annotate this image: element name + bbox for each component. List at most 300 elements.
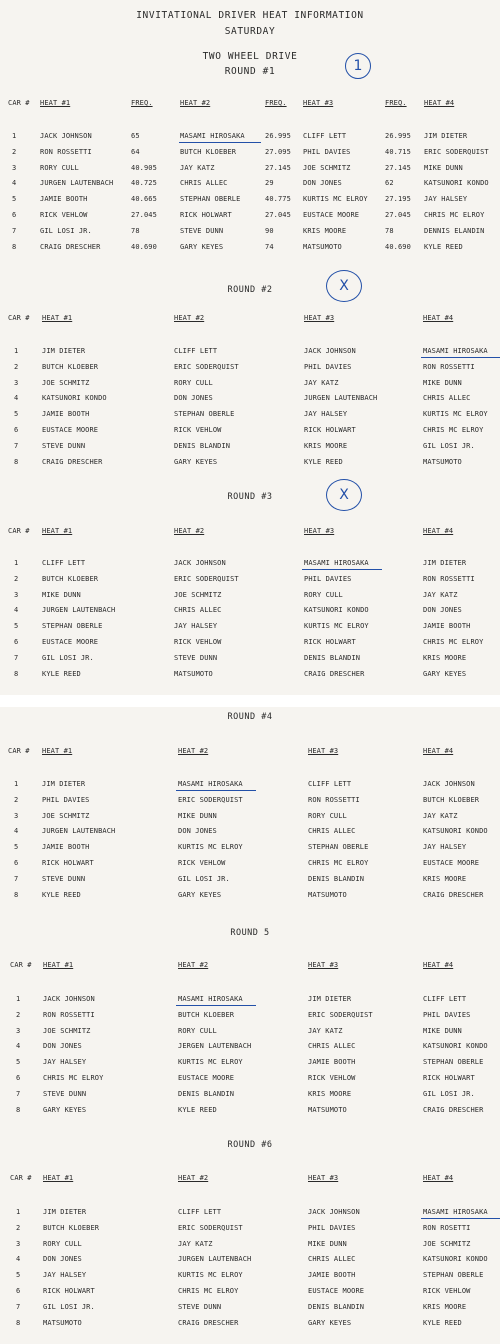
driver-name-cell: JIM DIETER xyxy=(42,780,86,788)
column-header: CAR # xyxy=(8,527,30,535)
column-header: HEAT #3 xyxy=(303,99,334,107)
driver-name-cell: KRIS MOORE xyxy=(304,442,348,450)
car-number: 6 xyxy=(14,426,19,434)
car-number: 1 xyxy=(14,347,19,355)
car-number: 8 xyxy=(12,243,17,251)
driver-name-cell: RICK VEHLOW xyxy=(174,638,222,646)
frequency-cell: 74 xyxy=(265,243,274,251)
column-header: HEAT #4 xyxy=(424,99,455,107)
driver-name-cell: JOE SCHMITZ xyxy=(303,164,351,172)
driver-name-cell: DON JONES xyxy=(174,394,213,402)
driver-name-cell: JOE SCHMITZ xyxy=(42,379,90,387)
driver-name-cell: RICK HOLWART xyxy=(43,1287,95,1295)
column-header: HEAT #4 xyxy=(423,747,454,755)
car-number: 2 xyxy=(14,575,19,583)
driver-name-cell: PHIL DAVIES xyxy=(42,796,90,804)
frequency-cell: 40.775 xyxy=(265,195,291,203)
driver-name-cell: EUSTACE MOORE xyxy=(303,211,360,219)
column-header: FREQ. xyxy=(385,99,407,107)
driver-name-cell: KYLE REED xyxy=(178,1106,217,1114)
car-number: 6 xyxy=(12,211,17,219)
driver-name-cell: MIKE DUNN xyxy=(424,164,463,172)
driver-name-cell: DENIS BLANDIN xyxy=(308,1303,365,1311)
car-number: 5 xyxy=(12,195,17,203)
driver-name-cell: RICK VEHLOW xyxy=(423,1287,471,1295)
driver-name-cell: JOE SCHMITZ xyxy=(43,1027,91,1035)
driver-name-cell: CLIFF LETT xyxy=(174,347,218,355)
driver-name-cell: CRAIG DRESCHER xyxy=(304,670,365,678)
car-number: 3 xyxy=(14,379,19,387)
driver-name-cell: KURTIS MC ELROY xyxy=(178,1271,243,1279)
driver-name-cell: DENIS BLANDIN xyxy=(178,1090,235,1098)
car-number: 7 xyxy=(16,1303,21,1311)
driver-name-cell: BUTCH KLOEBER xyxy=(180,148,237,156)
highlight-underline xyxy=(421,357,500,358)
driver-name-cell: RICK HOLWART xyxy=(423,1074,475,1082)
driver-name-cell: RORY CULL xyxy=(308,812,347,820)
driver-name-cell: JOE SCHMITZ xyxy=(423,1240,471,1248)
round-1-label: ROUND #1 xyxy=(224,66,276,77)
round-label: ROUND #4 xyxy=(227,712,273,722)
column-header: HEAT #2 xyxy=(178,747,209,755)
car-number: 1 xyxy=(16,995,21,1003)
frequency-cell: 27.045 xyxy=(131,211,157,219)
driver-name-cell: JAY HALSEY xyxy=(43,1058,87,1066)
circle-mark-text: 1 xyxy=(353,58,363,74)
driver-name-cell: JAY HALSEY xyxy=(174,622,218,630)
column-header: HEAT #2 xyxy=(174,527,205,535)
car-number: 2 xyxy=(16,1224,21,1232)
column-header: HEAT #1 xyxy=(43,961,74,969)
handwritten-circle-mark xyxy=(345,53,371,79)
driver-name-cell: JAMIE BOOTH xyxy=(42,843,90,851)
driver-name-cell: BUTCH KLOEBER xyxy=(42,575,99,583)
driver-name-cell: STEPHAN OBERLE xyxy=(308,843,369,851)
driver-name-cell: JAY KATZ xyxy=(308,1027,343,1035)
driver-name-cell: STEPHAN OBERLE xyxy=(174,410,235,418)
column-header: HEAT #2 xyxy=(180,99,211,107)
driver-name-cell: CHRIS MC ELROY xyxy=(423,426,484,434)
driver-name-cell: CHRIS MC ELROY xyxy=(308,859,369,867)
driver-name-cell: GARY KEYES xyxy=(178,891,222,899)
driver-name-cell: ERIC SODERQUIST xyxy=(174,575,239,583)
column-header: HEAT #1 xyxy=(42,527,73,535)
driver-name-cell: KURTIS MC ELROY xyxy=(178,1058,243,1066)
driver-name-cell: CLIFF LETT xyxy=(308,780,352,788)
driver-name-cell: JERGEN LAUTENBACH xyxy=(178,1042,252,1050)
driver-name-cell: KRIS MOORE xyxy=(423,875,467,883)
car-number: 5 xyxy=(16,1271,21,1279)
car-number: 1 xyxy=(12,132,17,140)
car-number: 7 xyxy=(12,227,17,235)
driver-name-cell: KURTIS MC ELROY xyxy=(303,195,368,203)
driver-name-cell: GIL LOSI JR. xyxy=(40,227,92,235)
driver-name-cell: GIL LOSI JR. xyxy=(42,654,94,662)
driver-name-cell: MATSUMOTO xyxy=(308,891,347,899)
driver-name-cell: KATSUNORI KONDO xyxy=(42,394,107,402)
column-header: CAR # xyxy=(8,747,30,755)
driver-name-cell: DENIS BLANDIN xyxy=(304,654,361,662)
driver-name-cell: MIKE DUNN xyxy=(178,812,217,820)
driver-name-cell: STEPHAN OBERLE xyxy=(423,1271,484,1279)
driver-name-cell: MASAMI HIROSAKA xyxy=(423,347,488,355)
driver-name-cell: RICK HOLWART xyxy=(304,426,356,434)
driver-name-cell: MASAMI HIROSAKA xyxy=(178,780,243,788)
circle-mark-text: X xyxy=(339,278,349,294)
frequency-cell: 27.195 xyxy=(385,195,411,203)
driver-name-cell: JAMIE BOOTH xyxy=(308,1271,356,1279)
car-number: 4 xyxy=(12,179,17,187)
driver-name-cell: JOE SCHMITZ xyxy=(42,812,90,820)
day-label: SATURDAY xyxy=(224,26,276,37)
frequency-cell: 78 xyxy=(385,227,394,235)
driver-name-cell: JAMIE BOOTH xyxy=(308,1058,356,1066)
driver-name-cell: STEVE DUNN xyxy=(42,875,86,883)
car-number: 2 xyxy=(12,148,17,156)
car-number: 5 xyxy=(16,1058,21,1066)
frequency-cell: 27.095 xyxy=(265,148,291,156)
frequency-cell: 27.145 xyxy=(385,164,411,172)
driver-name-cell: DON JONES xyxy=(303,179,342,187)
frequency-cell: 26.995 xyxy=(265,132,291,140)
driver-name-cell: CHRIS ALLEC xyxy=(308,1255,356,1263)
car-number: 4 xyxy=(14,827,19,835)
car-number: 1 xyxy=(14,780,19,788)
car-number: 7 xyxy=(14,875,19,883)
column-header: HEAT #4 xyxy=(423,1174,454,1182)
driver-name-cell: STEVE DUNN xyxy=(43,1090,87,1098)
driver-name-cell: MIKE DUNN xyxy=(423,379,462,387)
driver-name-cell: JACK JOHNSON xyxy=(40,132,92,140)
car-number: 2 xyxy=(16,1011,21,1019)
highlight-underline xyxy=(176,1005,256,1006)
driver-name-cell: KYLE REED xyxy=(423,1319,462,1327)
driver-name-cell: PHIL DAVIES xyxy=(423,1011,471,1019)
frequency-cell: 40.690 xyxy=(131,243,157,251)
driver-name-cell: EUSTACE MOORE xyxy=(423,859,480,867)
driver-name-cell: JIM DIETER xyxy=(423,559,467,567)
driver-name-cell: STEPHAN OBERLE xyxy=(42,622,103,630)
column-header: CAR # xyxy=(10,961,32,969)
frequency-cell: 40.690 xyxy=(385,243,411,251)
driver-name-cell: KRIS MOORE xyxy=(303,227,347,235)
driver-name-cell: KATSUNORI KONDO xyxy=(423,827,488,835)
driver-name-cell: GIL LOSI JR. xyxy=(423,1090,475,1098)
car-number: 8 xyxy=(16,1319,21,1327)
driver-name-cell: MIKE DUNN xyxy=(308,1240,347,1248)
driver-name-cell: ERIC SODERQUIST xyxy=(174,363,239,371)
driver-name-cell: RICK VEHLOW xyxy=(308,1074,356,1082)
driver-name-cell: MATSUMOTO xyxy=(43,1319,82,1327)
driver-name-cell: MASAMI HIROSAKA xyxy=(423,1208,488,1216)
driver-name-cell: JACK JOHNSON xyxy=(423,780,475,788)
driver-name-cell: EUSTACE MOORE xyxy=(42,638,99,646)
driver-name-cell: ERIC SODERQUIST xyxy=(178,1224,243,1232)
driver-name-cell: GARY KEYES xyxy=(423,670,467,678)
driver-name-cell: GARY KEYES xyxy=(174,458,218,466)
car-number: 7 xyxy=(16,1090,21,1098)
driver-name-cell: RON ROSSETTI xyxy=(423,575,475,583)
driver-name-cell: JAY KATZ xyxy=(423,812,458,820)
driver-name-cell: RORY CULL xyxy=(43,1240,82,1248)
car-number: 8 xyxy=(16,1106,21,1114)
driver-name-cell: DON JONES xyxy=(43,1255,82,1263)
driver-name-cell: CLIFF LETT xyxy=(178,1208,222,1216)
driver-name-cell: JACK JOHNSON xyxy=(43,995,95,1003)
car-number: 5 xyxy=(14,622,19,630)
driver-name-cell: JAY HALSEY xyxy=(304,410,348,418)
frequency-cell: 40.715 xyxy=(385,148,411,156)
driver-name-cell: JAY KATZ xyxy=(178,1240,213,1248)
car-number: 8 xyxy=(14,458,19,466)
column-header: HEAT #1 xyxy=(40,99,71,107)
driver-name-cell: JIM DIETER xyxy=(424,132,468,140)
driver-name-cell: KURTIS MC ELROY xyxy=(423,410,488,418)
driver-name-cell: KRIS MOORE xyxy=(423,1303,467,1311)
driver-name-cell: JACK JOHNSON xyxy=(304,347,356,355)
driver-name-cell: STEVE DUNN xyxy=(178,1303,222,1311)
driver-name-cell: MATSUMOTO xyxy=(303,243,342,251)
car-number: 6 xyxy=(16,1287,21,1295)
driver-name-cell: JURGEN LAUTENBACH xyxy=(178,1255,252,1263)
frequency-cell: 29 xyxy=(265,179,274,187)
car-number: 3 xyxy=(12,164,17,172)
driver-name-cell: KATSUNORI KONDO xyxy=(304,606,369,614)
column-header: HEAT #1 xyxy=(42,747,73,755)
driver-name-cell: STEPHAN OBERLE xyxy=(423,1058,484,1066)
driver-name-cell: JAY HALSEY xyxy=(423,843,467,851)
driver-name-cell: MASAMI HIROSAKA xyxy=(304,559,369,567)
driver-name-cell: MATSUMOTO xyxy=(174,670,213,678)
driver-name-cell: GARY KEYES xyxy=(180,243,224,251)
driver-name-cell: BUTCH KLOEBER xyxy=(42,363,99,371)
driver-name-cell: GIL LOSI JR. xyxy=(178,875,230,883)
driver-name-cell: DENIS BLANDIN xyxy=(174,442,231,450)
driver-name-cell: KRIS MOORE xyxy=(423,654,467,662)
car-number: 4 xyxy=(16,1042,21,1050)
driver-name-cell: CLIFF LETT xyxy=(42,559,86,567)
driver-name-cell: ERIC SODERQUIST xyxy=(424,148,489,156)
driver-name-cell: DON JONES xyxy=(423,606,462,614)
driver-name-cell: RON ROSSETTI xyxy=(40,148,92,156)
driver-name-cell: EUSTACE MOORE xyxy=(178,1074,235,1082)
column-header: HEAT #2 xyxy=(174,314,205,322)
driver-name-cell: RORY CULL xyxy=(40,164,79,172)
frequency-cell: 78 xyxy=(131,227,140,235)
driver-name-cell: STEPHAN OBERLE xyxy=(180,195,241,203)
car-number: 3 xyxy=(14,591,19,599)
column-header: HEAT #4 xyxy=(423,961,454,969)
driver-name-cell: RICK VEHLOW xyxy=(40,211,88,219)
driver-name-cell: EUSTACE MOORE xyxy=(42,426,99,434)
frequency-cell: 40.905 xyxy=(131,164,157,172)
driver-name-cell: KYLE REED xyxy=(42,891,81,899)
driver-name-cell: RICK HOLWART xyxy=(180,211,232,219)
column-header: HEAT #2 xyxy=(178,1174,209,1182)
car-number: 3 xyxy=(16,1027,21,1035)
car-number: 2 xyxy=(14,363,19,371)
driver-name-cell: CHRIS MC ELROY xyxy=(43,1074,104,1082)
driver-name-cell: JACK JOHNSON xyxy=(308,1208,360,1216)
column-header: HEAT #3 xyxy=(304,527,335,535)
car-number: 4 xyxy=(16,1255,21,1263)
driver-name-cell: RON ROSSETTI xyxy=(43,1011,95,1019)
column-header: HEAT #3 xyxy=(308,961,339,969)
driver-name-cell: JAY KATZ xyxy=(423,591,458,599)
driver-name-cell: CHRIS MC ELROY xyxy=(178,1287,239,1295)
driver-name-cell: CRAIG DRESCHER xyxy=(423,891,484,899)
driver-name-cell: KATSUNORI KONDO xyxy=(423,1255,488,1263)
driver-name-cell: JACK JOHNSON xyxy=(174,559,226,567)
class-label: TWO WHEEL DRIVE xyxy=(202,51,298,62)
frequency-cell: 40.725 xyxy=(131,179,157,187)
driver-name-cell: JAMIE BOOTH xyxy=(40,195,88,203)
frequency-cell: 27.045 xyxy=(385,211,411,219)
column-header: FREQ. xyxy=(131,99,153,107)
driver-name-cell: PHIL DAVIES xyxy=(304,575,352,583)
frequency-cell: 27.045 xyxy=(265,211,291,219)
column-header: HEAT #2 xyxy=(178,961,209,969)
frequency-cell: 64 xyxy=(131,148,140,156)
circle-mark-text: X xyxy=(339,487,349,503)
driver-name-cell: JAY HALSEY xyxy=(43,1271,87,1279)
car-number: 4 xyxy=(14,394,19,402)
driver-name-cell: STEVE DUNN xyxy=(180,227,224,235)
driver-name-cell: MIKE DUNN xyxy=(423,1027,462,1035)
driver-name-cell: KURTIS MC ELROY xyxy=(178,843,243,851)
column-header: CAR # xyxy=(8,99,30,107)
driver-name-cell: KURTIS MC ELROY xyxy=(304,622,369,630)
frequency-cell: 26.995 xyxy=(385,132,411,140)
driver-name-cell: KYLE REED xyxy=(42,670,81,678)
driver-name-cell: JIM DIETER xyxy=(43,1208,87,1216)
driver-name-cell: CHRIS MC ELROY xyxy=(423,638,484,646)
driver-name-cell: CRAIG DRESCHER xyxy=(423,1106,484,1114)
frequency-cell: 65 xyxy=(131,132,140,140)
driver-name-cell: RON ROSSETTI xyxy=(308,796,360,804)
driver-name-cell: JAY KATZ xyxy=(304,379,339,387)
highlight-underline xyxy=(176,790,256,791)
driver-name-cell: MATSUMOTO xyxy=(423,458,462,466)
driver-name-cell: JURGEN LAUTENBACH xyxy=(40,179,114,187)
driver-name-cell: JURGEN LAUTENBACH xyxy=(42,606,116,614)
driver-name-cell: RORY CULL xyxy=(178,1027,217,1035)
driver-name-cell: JIM DIETER xyxy=(42,347,86,355)
driver-name-cell: PHIL DAVIES xyxy=(304,363,352,371)
car-number: 8 xyxy=(14,891,19,899)
driver-name-cell: JOE SCHMITZ xyxy=(174,591,222,599)
driver-name-cell: CHRIS ALLEC xyxy=(180,179,228,187)
car-number: 5 xyxy=(14,843,19,851)
driver-name-cell: CHRIS ALLEC xyxy=(308,827,356,835)
driver-name-cell: RON ROSSETTI xyxy=(423,363,475,371)
driver-name-cell: CLIFF LETT xyxy=(423,995,467,1003)
driver-name-cell: PHIL DAVIES xyxy=(308,1224,356,1232)
driver-name-cell: MASAMI HIROSAKA xyxy=(178,995,243,1003)
driver-name-cell: RORY CULL xyxy=(174,379,213,387)
driver-name-cell: JAY KATZ xyxy=(180,164,215,172)
page-gap xyxy=(0,695,500,707)
driver-name-cell: RICK VEHLOW xyxy=(178,859,226,867)
driver-name-cell: DON JONES xyxy=(43,1042,82,1050)
car-number: 3 xyxy=(14,812,19,820)
driver-name-cell: JURGEN LAUTENBACH xyxy=(42,827,116,835)
driver-name-cell: RICK VEHLOW xyxy=(174,426,222,434)
driver-name-cell: CHRIS ALLEC xyxy=(423,394,471,402)
driver-name-cell: MIKE DUNN xyxy=(42,591,81,599)
driver-name-cell: CHRIS ALLEC xyxy=(174,606,222,614)
frequency-cell: 27.145 xyxy=(265,164,291,172)
column-header: HEAT #3 xyxy=(308,747,339,755)
driver-name-cell: PHIL DAVIES xyxy=(303,148,351,156)
driver-name-cell: KYLE REED xyxy=(304,458,343,466)
column-header: CAR # xyxy=(10,1174,32,1182)
highlight-underline xyxy=(179,142,261,143)
driver-name-cell: JURGEN LAUTENBACH xyxy=(304,394,378,402)
driver-name-cell: CHRIS MC ELROY xyxy=(424,211,485,219)
driver-name-cell: JIM DIETER xyxy=(308,995,352,1003)
column-header: CAR # xyxy=(8,314,30,322)
car-number: 6 xyxy=(16,1074,21,1082)
driver-name-cell: KATSUNORI KONDO xyxy=(423,1042,488,1050)
driver-name-cell: EUSTACE MOORE xyxy=(308,1287,365,1295)
driver-name-cell: CRAIG DRESCHER xyxy=(40,243,101,251)
driver-name-cell: DON JONES xyxy=(178,827,217,835)
driver-name-cell: RICK HOLWART xyxy=(42,859,94,867)
driver-name-cell: STEVE DUNN xyxy=(174,654,218,662)
driver-name-cell: JAMIE BOOTH xyxy=(42,410,90,418)
round-label: ROUND 5 xyxy=(230,928,270,938)
driver-name-cell: KYLE REED xyxy=(424,243,463,251)
car-number: 1 xyxy=(14,559,19,567)
driver-name-cell: CLIFF LETT xyxy=(303,132,347,140)
car-number: 6 xyxy=(14,638,19,646)
car-number: 6 xyxy=(14,859,19,867)
column-header: HEAT #4 xyxy=(423,527,454,535)
highlight-underline xyxy=(302,569,382,570)
driver-name-cell: GARY KEYES xyxy=(43,1106,87,1114)
driver-name-cell: KATSUNORI KONDO xyxy=(424,179,489,187)
document-title: INVITATIONAL DRIVER HEAT INFORMATION xyxy=(136,10,364,21)
car-number: 7 xyxy=(14,654,19,662)
frequency-cell: 40.665 xyxy=(131,195,157,203)
driver-name-cell: KRIS MOORE xyxy=(308,1090,352,1098)
driver-name-cell: ERIC SODERQUIST xyxy=(178,796,243,804)
driver-name-cell: CRAIG DRESCHER xyxy=(178,1319,239,1327)
round-label: ROUND #6 xyxy=(227,1140,273,1150)
car-number: 3 xyxy=(16,1240,21,1248)
driver-name-cell: MASAMI HIROSAKA xyxy=(180,132,245,140)
frequency-cell: 62 xyxy=(385,179,394,187)
driver-name-cell: JAMIE BOOTH xyxy=(423,622,471,630)
car-number: 4 xyxy=(14,606,19,614)
driver-name-cell: BUTCH KLOEBER xyxy=(43,1224,100,1232)
driver-name-cell: CRAIG DRESCHER xyxy=(42,458,103,466)
car-number: 8 xyxy=(14,670,19,678)
highlight-underline xyxy=(421,1218,500,1219)
car-number: 5 xyxy=(14,410,19,418)
driver-name-cell: JAY HALSEY xyxy=(424,195,468,203)
driver-name-cell: CHRIS ALLEC xyxy=(308,1042,356,1050)
driver-name-cell: RON ROSETTI xyxy=(423,1224,471,1232)
driver-name-cell: GARY KEYES xyxy=(308,1319,352,1327)
driver-name-cell: GIL LOSI JR. xyxy=(423,442,475,450)
driver-name-cell: RICK HOLWART xyxy=(304,638,356,646)
driver-name-cell: RORY CULL xyxy=(304,591,343,599)
frequency-cell: 90 xyxy=(265,227,274,235)
car-number: 7 xyxy=(14,442,19,450)
driver-name-cell: DENNIS ELANDIN xyxy=(424,227,485,235)
